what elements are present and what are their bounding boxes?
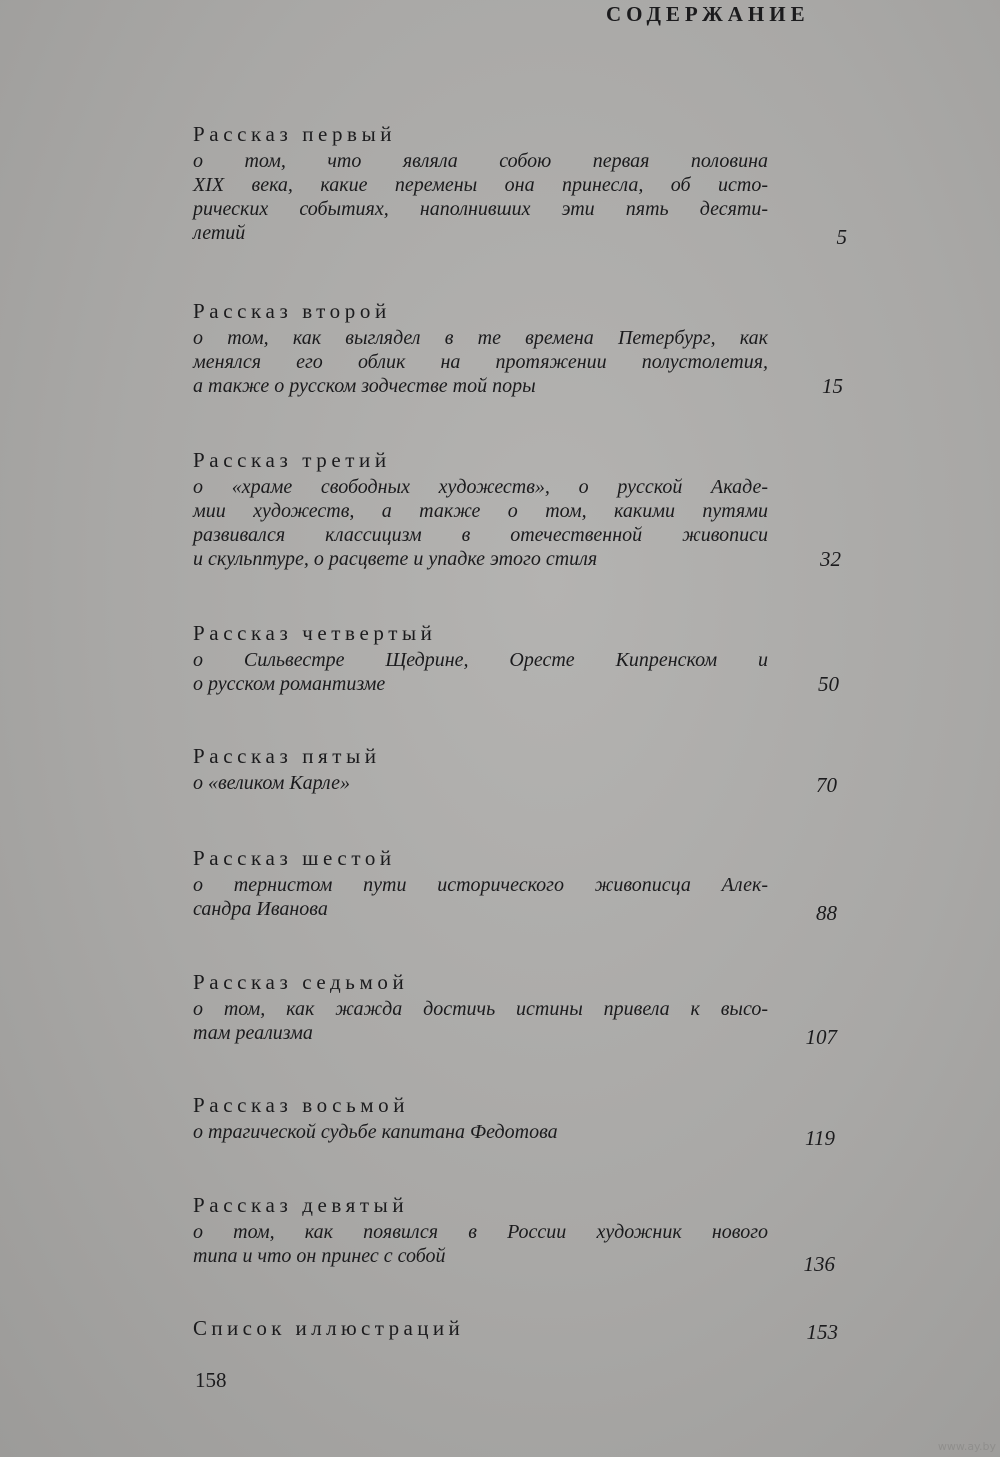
toc-entry-heading: Рассказ восьмой — [193, 1093, 410, 1117]
toc-illustrations-entry — [193, 1316, 838, 1346]
toc-entry-1 — [193, 121, 853, 249]
description-line: летий — [193, 222, 246, 244]
toc-entry-heading: Рассказ первый — [193, 122, 397, 146]
toc-entry-7 — [193, 969, 853, 1049]
toc-page-number: 153 — [806, 1320, 838, 1344]
description-line: о том, как жажда достичь истины привела к высо- — [193, 998, 768, 1020]
description-line: о тернистом пути исторического живописца Алек- — [193, 874, 768, 896]
description-line: и скульптуре, о расцвете и упадке этого стиля — [193, 548, 598, 570]
toc-page-number: 15 — [822, 374, 843, 398]
toc-entry-description — [193, 997, 768, 1045]
illustrations-label: Список иллюстраций — [193, 1316, 465, 1340]
toc-entry-description — [193, 475, 768, 571]
description-line: типа и что он принес с собой — [193, 1245, 446, 1267]
toc-page-number: 50 — [818, 672, 839, 696]
toc-entry-heading: Рассказ пятый — [193, 744, 381, 768]
watermark: www.ay.by — [937, 1440, 996, 1453]
description-line: о «храме свободных художеств», о русской Акаде- — [193, 476, 768, 498]
toc-entry-description — [193, 873, 768, 921]
toc-page-number: 136 — [803, 1252, 835, 1276]
description-line: развивался классицизм в отечественной живописи — [193, 524, 768, 546]
description-line: о Сильвестре Щедрине, Оресте Кипренском и — [193, 649, 768, 671]
description-line: XIX века, какие перемены она принесла, об исто- — [193, 174, 768, 196]
description-line: мии художеств, а также о том, какими путями — [193, 500, 768, 522]
page-folio-number: 158 — [195, 1368, 227, 1392]
toc-entry-description — [193, 1220, 768, 1268]
toc-entry-heading: Рассказ девятый — [193, 1193, 409, 1217]
description-line: о трагической судьбе капитана Федотова — [193, 1121, 558, 1143]
toc-entry-4 — [193, 620, 853, 696]
toc-page-number: 107 — [805, 1025, 837, 1049]
toc-entry-heading: Рассказ второй — [193, 299, 391, 323]
toc-entry-8 — [193, 1092, 853, 1150]
toc-entry-5 — [193, 743, 853, 797]
toc-entry-description — [193, 1120, 768, 1144]
toc-page-number: 70 — [816, 773, 837, 797]
toc-entry-3 — [193, 447, 853, 571]
description-line: о том, что являла собою первая половина — [193, 150, 768, 172]
toc-entry-heading: Рассказ седьмой — [193, 970, 409, 994]
toc-entry-description — [193, 771, 768, 795]
toc-page-number: 119 — [805, 1126, 835, 1150]
description-line: о том, как появился в России художник нового — [193, 1221, 768, 1243]
toc-entry-2 — [193, 298, 853, 398]
page-title: СОДЕРЖАНИЕ — [606, 2, 810, 26]
toc-entry-heading: Рассказ третий — [193, 448, 391, 472]
toc-page-number: 88 — [816, 901, 837, 925]
description-line: менялся его облик на протяжении полустолетия, — [193, 351, 768, 373]
description-line: о «великом Карле» — [193, 772, 350, 794]
description-line: а также о русском зодчестве той поры — [193, 375, 536, 397]
toc-entry-description — [193, 326, 768, 398]
toc-entry-heading: Рассказ четвертый — [193, 621, 437, 645]
toc-page-number: 32 — [820, 547, 841, 571]
description-line: сандра Иванова — [193, 898, 328, 920]
toc-entry-9 — [193, 1192, 853, 1276]
toc-entry-6 — [193, 845, 853, 925]
description-line: рических событиях, наполнивших эти пять десяти- — [193, 198, 768, 220]
toc-page-number: 5 — [836, 225, 847, 249]
toc-entry-description — [193, 648, 768, 696]
description-line: о том, как выглядел в те времена Петербург, как — [193, 327, 768, 349]
description-line: там реализма — [193, 1022, 313, 1044]
toc-entry-heading: Рассказ шестой — [193, 846, 396, 870]
toc-entry-description — [193, 149, 768, 245]
description-line: о русском романтизме — [193, 673, 386, 695]
